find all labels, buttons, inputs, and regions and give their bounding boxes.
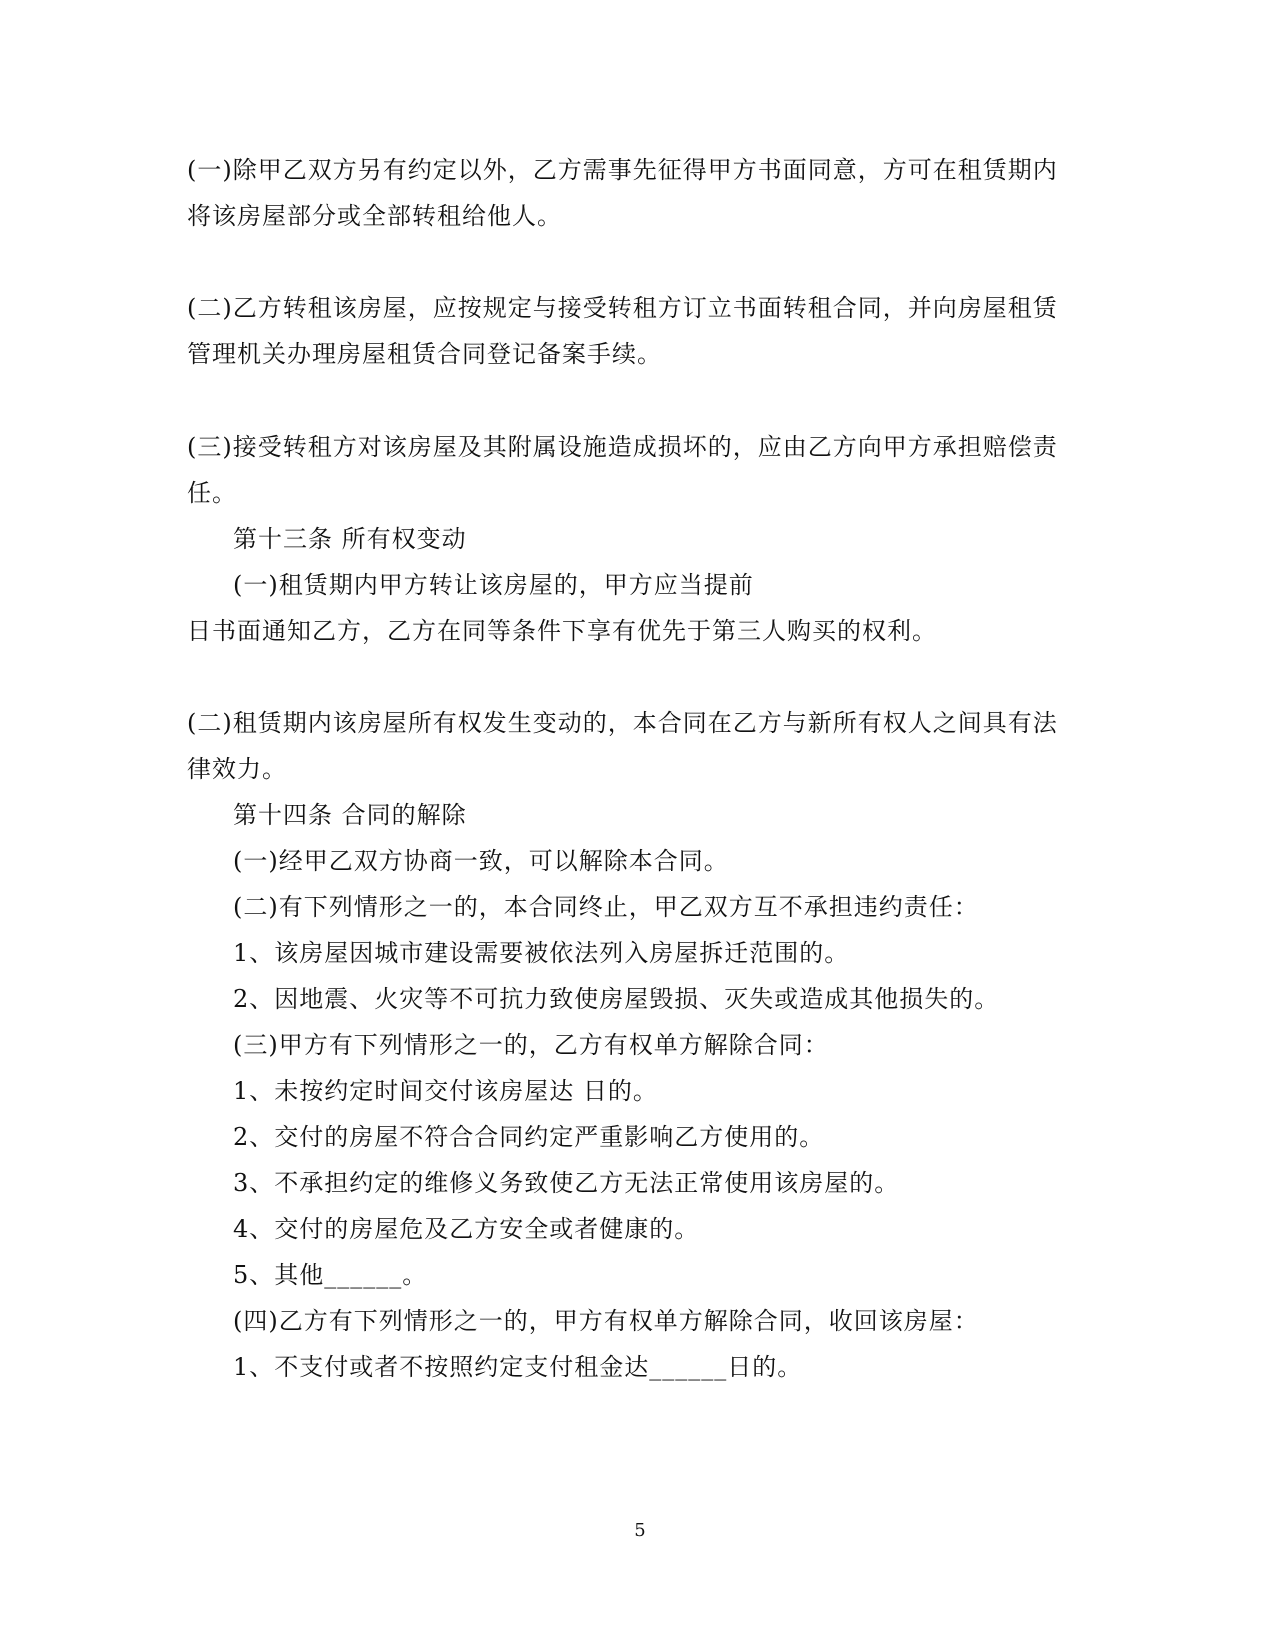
list-item: 1、该房屋因城市建设需要被依法列入房屋拆迁范围的。 bbox=[233, 939, 850, 967]
paragraph-line: (四)乙方有下列情形之一的，甲方有权单方解除合同，收回该房屋： bbox=[233, 1307, 979, 1335]
list-item: 2、因地震、火灾等不可抗力致使房屋毁损、灭失或造成其他损失的。 bbox=[233, 985, 1000, 1013]
list-item: 5、其他______。 bbox=[233, 1261, 428, 1289]
paragraph-line: (三)接受转租方对该房屋及其附属设施造成损坏的，应由乙方向甲方承担赔偿责 bbox=[187, 433, 1058, 461]
paragraph-line: (一)租赁期内甲方转让该房屋的，甲方应当提前 bbox=[233, 571, 754, 599]
article-heading: 第十四条 合同的解除 bbox=[233, 801, 467, 829]
list-item: 2、交付的房屋不符合合同约定严重影响乙方使用的。 bbox=[233, 1123, 825, 1151]
list-item: 4、交付的房屋危及乙方安全或者健康的。 bbox=[233, 1215, 700, 1243]
paragraph-line: 日书面通知乙方，乙方在同等条件下享有优先于第三人购买的权利。 bbox=[187, 617, 937, 645]
paragraph-line: (二)乙方转租该房屋，应按规定与接受转租方订立书面转租合同，并向房屋租赁 bbox=[187, 294, 1058, 322]
paragraph-line: 任。 bbox=[187, 479, 237, 507]
paragraph-line: 管理机关办理房屋租赁合同登记备案手续。 bbox=[187, 340, 662, 368]
paragraph-line: (二)租赁期内该房屋所有权发生变动的，本合同在乙方与新所有权人之间具有法 bbox=[187, 709, 1058, 737]
list-item: 3、不承担约定的维修义务致使乙方无法正常使用该房屋的。 bbox=[233, 1169, 900, 1197]
paragraph-line: (二)有下列情形之一的，本合同终止，甲乙双方互不承担违约责任： bbox=[233, 893, 979, 921]
paragraph-line: 律效力。 bbox=[187, 755, 287, 783]
list-item: 1、不支付或者不按照约定支付租金达______日的。 bbox=[233, 1353, 803, 1381]
page-number: 5 bbox=[634, 1520, 646, 1541]
paragraph-line: (一)除甲乙双方另有约定以外，乙方需事先征得甲方书面同意，方可在租赁期内 bbox=[187, 156, 1058, 184]
paragraph-line: (一)经甲乙双方协商一致，可以解除本合同。 bbox=[233, 847, 729, 875]
paragraph-line: (三)甲方有下列情形之一的，乙方有权单方解除合同： bbox=[233, 1031, 829, 1059]
paragraph-line: 将该房屋部分或全部转租给他人。 bbox=[187, 202, 562, 230]
article-heading: 第十三条 所有权变动 bbox=[233, 525, 467, 553]
list-item: 1、未按约定时间交付该房屋达 日的。 bbox=[233, 1077, 658, 1105]
